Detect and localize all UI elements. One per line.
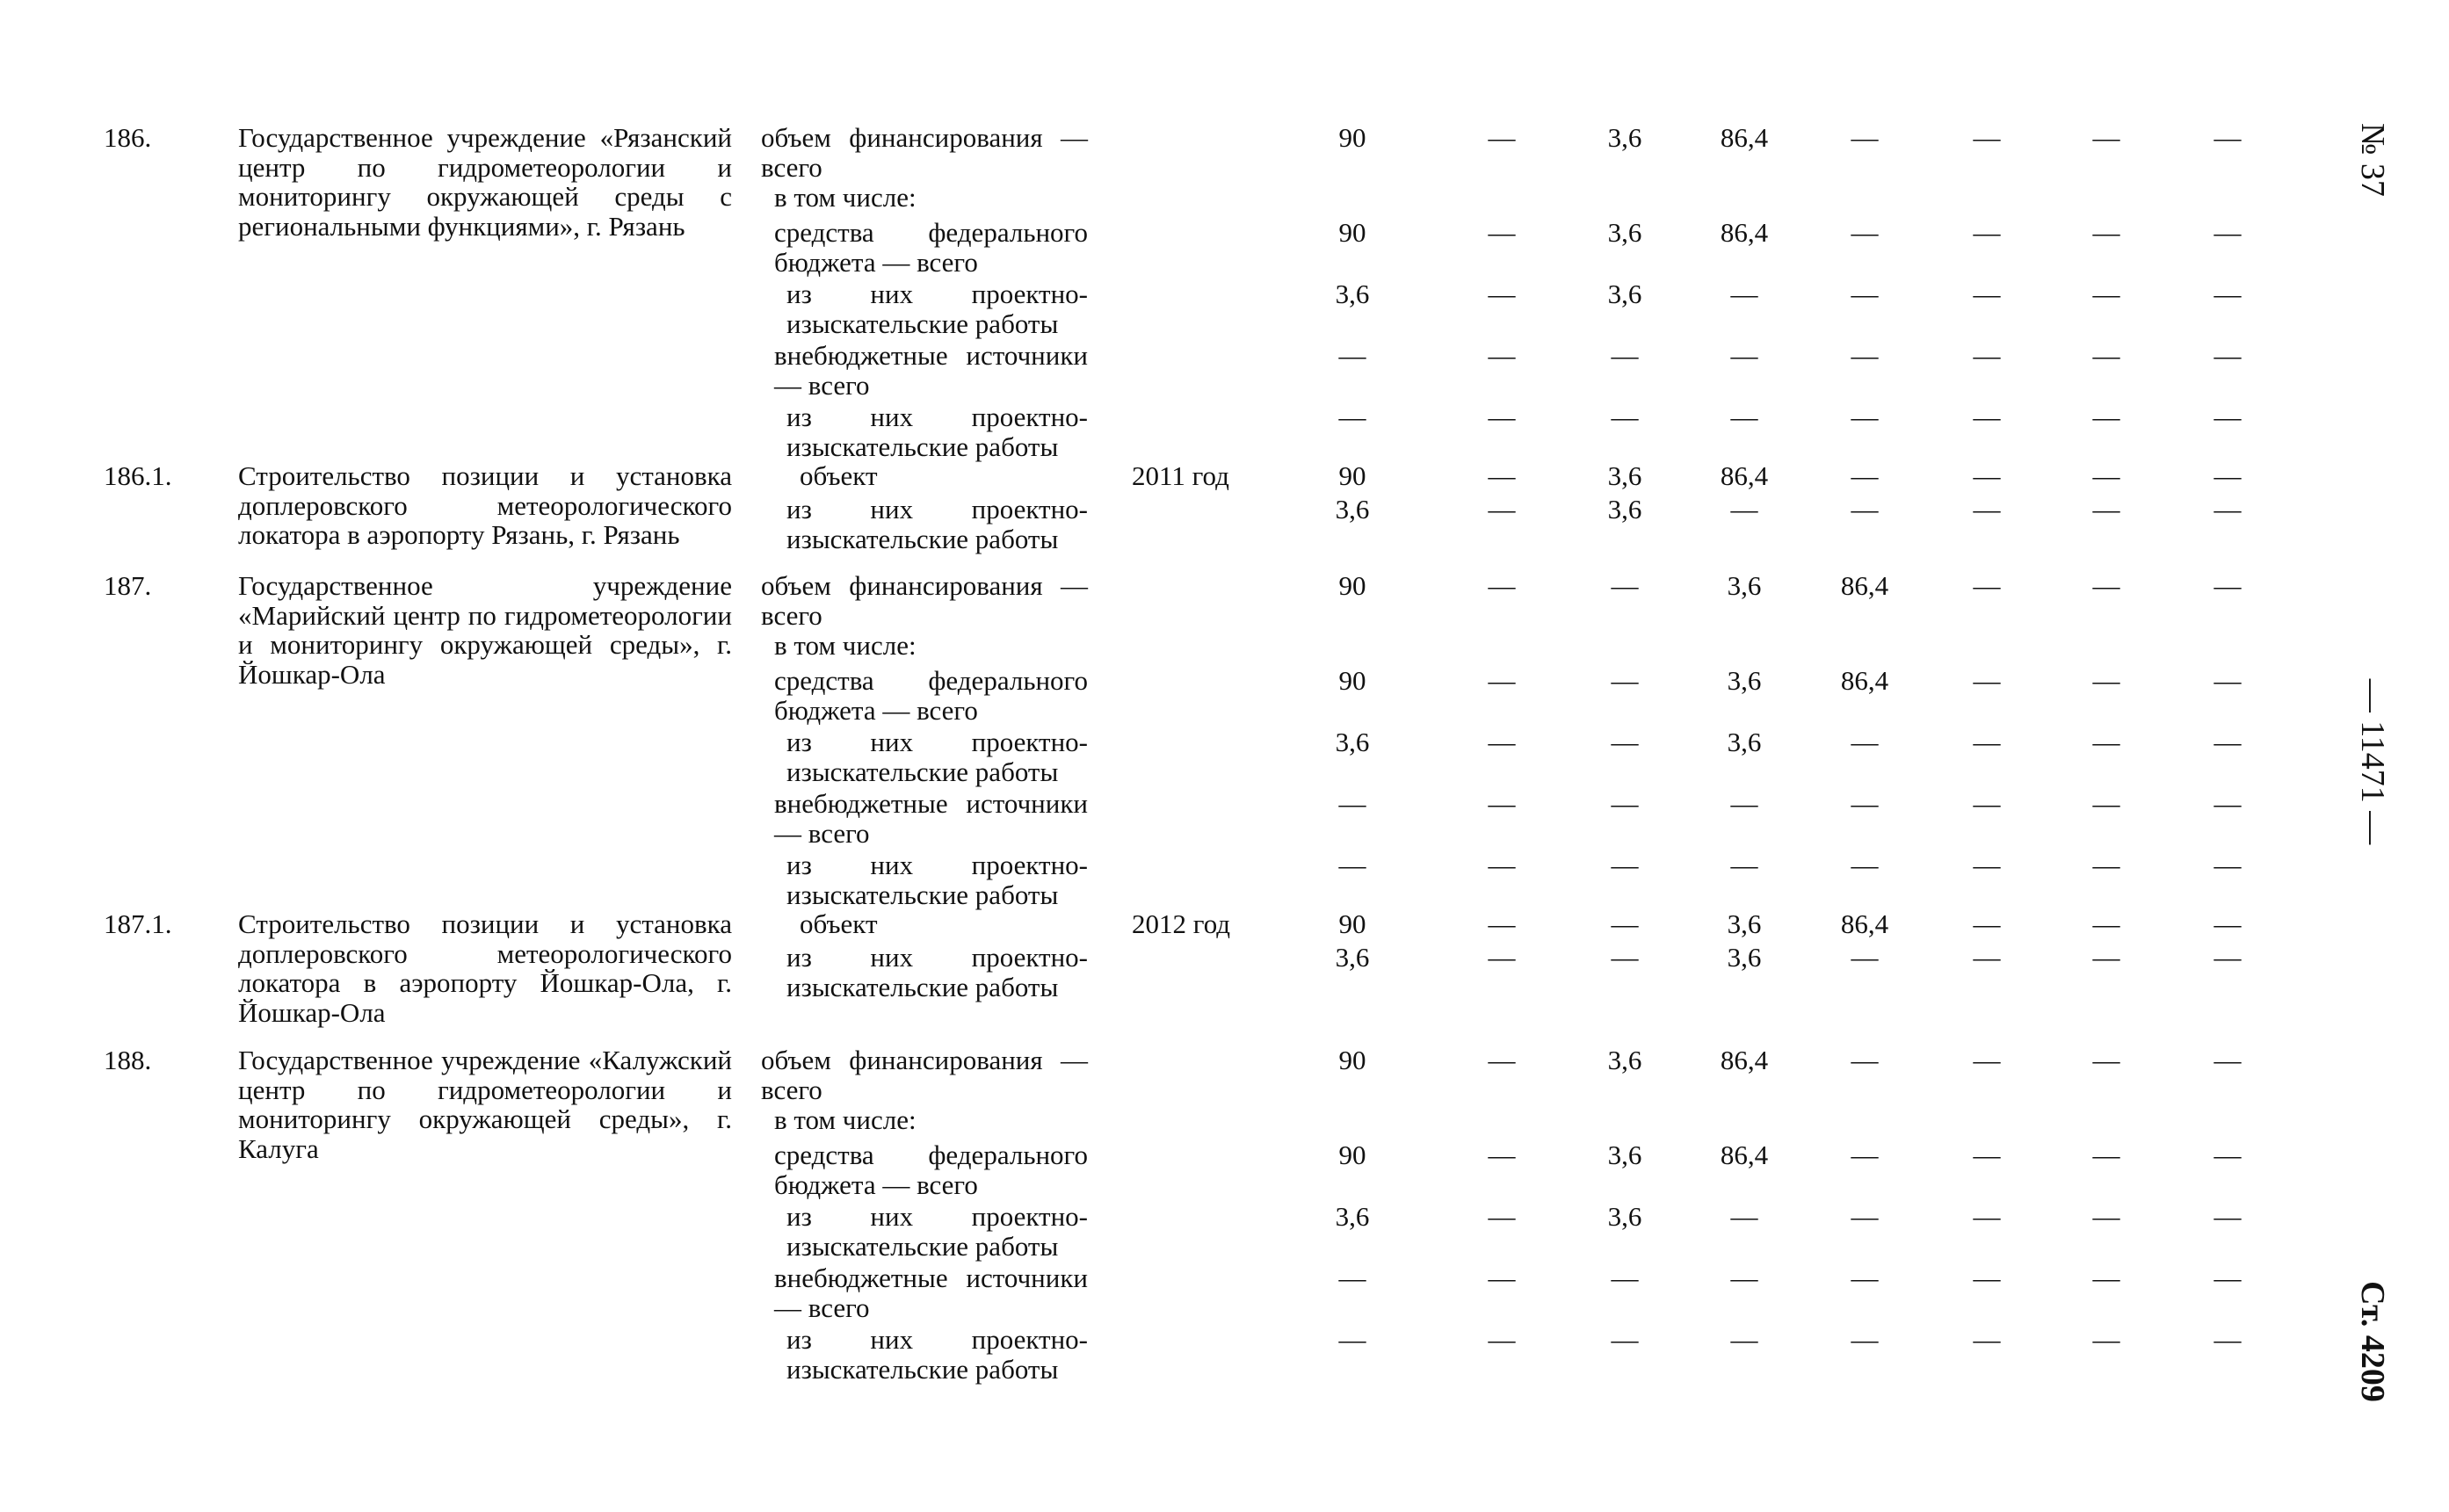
- value-cell: —: [1851, 788, 1879, 819]
- value-cell: —: [1338, 850, 1366, 880]
- value-cell: —: [1730, 340, 1758, 371]
- value-cell: 90: [1338, 1139, 1366, 1170]
- value-cell: —: [1488, 727, 1516, 757]
- value-cell: —: [1488, 788, 1516, 819]
- indicator-label: в том числе:: [774, 1104, 917, 1135]
- value-cell: —: [1973, 850, 2001, 880]
- value-cell: —: [1488, 1262, 1516, 1293]
- value-cell: —: [1488, 460, 1516, 491]
- value-cell: —: [1488, 850, 1516, 880]
- value-cell: —: [1611, 340, 1639, 371]
- indicator-label: внебюджетные источники — всего: [774, 788, 1088, 849]
- indicator-line: [0, 402, 2285, 462]
- value-cell: 3,6: [1335, 942, 1370, 973]
- value-cell: —: [1851, 122, 1879, 153]
- value-cell: —: [2092, 1262, 2120, 1293]
- value-cell: —: [2214, 494, 2242, 524]
- value-cell: 3,6: [1607, 1201, 1642, 1232]
- value-cell: —: [1973, 340, 2001, 371]
- value-cell: —: [2214, 1139, 2242, 1170]
- indicator-label: из них проектно-изыскательские работы: [786, 850, 1088, 910]
- value-cell: —: [1851, 460, 1879, 491]
- value-cell: —: [1973, 1139, 2001, 1170]
- indicator-label: из них проектно-изыскательские работы: [786, 402, 1088, 462]
- value-cell: 3,6: [1607, 122, 1642, 153]
- value-cell: —: [2092, 727, 2120, 757]
- value-cell: —: [1851, 1201, 1879, 1232]
- issue-number: № 37: [2354, 123, 2391, 197]
- value-cell: 3,6: [1727, 727, 1762, 757]
- value-cell: —: [1488, 122, 1516, 153]
- indicator-label: в том числе:: [774, 630, 917, 661]
- value-cell: —: [1973, 494, 2001, 524]
- value-cell: —: [1488, 570, 1516, 601]
- indicator-label: средства федерального бюджета — всего: [774, 217, 1088, 278]
- value-cell: —: [2092, 1324, 2120, 1355]
- value-cell: —: [2214, 217, 2242, 248]
- value-cell: —: [2214, 1262, 2242, 1293]
- value-cell: —: [1973, 402, 2001, 432]
- value-cell: —: [1611, 402, 1639, 432]
- value-cell: —: [1338, 788, 1366, 819]
- value-cell: —: [2092, 570, 2120, 601]
- value-cell: —: [1973, 279, 2001, 309]
- value-cell: —: [1338, 402, 1366, 432]
- value-cell: —: [1338, 1324, 1366, 1355]
- value-cell: —: [1730, 494, 1758, 524]
- row-name: Строительство позиции и установка доплеровского метеорологического локатора в аэропорту Рязань, г. Рязань: [238, 460, 732, 550]
- value-cell: —: [2092, 1201, 2120, 1232]
- value-cell: —: [1488, 908, 1516, 939]
- row-year: 2011 год: [1132, 460, 1229, 491]
- row-number: 187.1.: [104, 908, 172, 939]
- value-cell: —: [1973, 460, 2001, 491]
- value-cell: 3,6: [1607, 494, 1642, 524]
- value-cell: —: [1730, 1262, 1758, 1293]
- value-cell: —: [2214, 570, 2242, 601]
- value-cell: —: [2214, 340, 2242, 371]
- value-cell: —: [2092, 122, 2120, 153]
- value-cell: 3,6: [1607, 1139, 1642, 1170]
- row-name: Государственное учреждение «Калужский центр по гидрометеорологии и мониторингу окружающей среды», г. Калуга: [238, 1045, 732, 1164]
- value-cell: —: [2092, 402, 2120, 432]
- indicator-line: [0, 665, 2285, 726]
- indicator-label: объем финансирования — всего: [761, 122, 1088, 183]
- value-cell: 3,6: [1727, 665, 1762, 696]
- indicator-line: [0, 788, 2285, 849]
- indicator-line: [0, 631, 2285, 661]
- value-cell: —: [1611, 570, 1639, 601]
- indicator-label: из них проектно-изыскательские работы: [786, 1324, 1088, 1385]
- indicator-line: [0, 909, 2285, 939]
- value-cell: 86,4: [1840, 665, 1889, 696]
- value-cell: —: [1488, 942, 1516, 973]
- value-cell: —: [1611, 1324, 1639, 1355]
- value-cell: —: [1973, 122, 2001, 153]
- value-cell: —: [2092, 494, 2120, 524]
- row-number: 186.1.: [104, 460, 172, 491]
- value-cell: —: [1973, 1045, 2001, 1075]
- value-cell: —: [1973, 1262, 2001, 1293]
- value-cell: —: [1488, 279, 1516, 309]
- indicator-line: [0, 217, 2285, 278]
- value-cell: —: [1973, 942, 2001, 973]
- value-cell: —: [1488, 1045, 1516, 1075]
- row-name: Строительство позиции и установка доплеровского метеорологического локатора в аэропорту Йошкар-Ола, г. Йошкар-Ола: [238, 908, 732, 1028]
- value-cell: 90: [1338, 1045, 1366, 1075]
- value-cell: —: [1611, 788, 1639, 819]
- value-cell: —: [1730, 279, 1758, 309]
- value-cell: —: [1338, 1262, 1366, 1293]
- indicator-line: [0, 279, 2285, 339]
- indicator-label: средства федерального бюджета — всего: [774, 1139, 1088, 1200]
- indicator-label: объект: [800, 460, 878, 491]
- indicator-label: внебюджетные источники — всего: [774, 1262, 1088, 1323]
- value-cell: —: [2092, 1045, 2120, 1075]
- value-cell: —: [2092, 217, 2120, 248]
- indicator-line: [0, 850, 2285, 910]
- value-cell: —: [1851, 1139, 1879, 1170]
- value-cell: —: [1851, 217, 1879, 248]
- value-cell: 90: [1338, 122, 1366, 153]
- value-cell: 90: [1338, 665, 1366, 696]
- value-cell: —: [1488, 1324, 1516, 1355]
- value-cell: 90: [1338, 460, 1366, 491]
- value-cell: —: [1851, 494, 1879, 524]
- value-cell: 86,4: [1840, 908, 1889, 939]
- value-cell: —: [2092, 850, 2120, 880]
- value-cell: —: [1973, 570, 2001, 601]
- value-cell: 3,6: [1335, 727, 1370, 757]
- value-cell: —: [1851, 340, 1879, 371]
- value-cell: 3,6: [1607, 460, 1642, 491]
- value-cell: —: [1611, 1262, 1639, 1293]
- indicator-label: объект: [800, 908, 878, 939]
- indicator-line: [0, 461, 2285, 491]
- indicator-line: [0, 1324, 2285, 1385]
- value-cell: 90: [1338, 908, 1366, 939]
- indicator-label: внебюджетные источники — всего: [774, 340, 1088, 401]
- value-cell: 3,6: [1607, 217, 1642, 248]
- value-cell: —: [1730, 788, 1758, 819]
- indicator-label: в том числе:: [774, 182, 917, 213]
- value-cell: —: [2214, 460, 2242, 491]
- value-cell: —: [1730, 1201, 1758, 1232]
- value-cell: —: [2092, 665, 2120, 696]
- value-cell: —: [1973, 1324, 2001, 1355]
- indicator-label: объем финансирования — всего: [761, 570, 1088, 631]
- indicator-label: из них проектно-изыскательские работы: [786, 942, 1088, 1002]
- value-cell: 3,6: [1727, 570, 1762, 601]
- value-cell: 3,6: [1607, 1045, 1642, 1075]
- value-cell: 90: [1338, 217, 1366, 248]
- value-cell: —: [1851, 279, 1879, 309]
- value-cell: —: [2214, 788, 2242, 819]
- value-cell: —: [2214, 1324, 2242, 1355]
- value-cell: —: [1851, 942, 1879, 973]
- value-cell: —: [2214, 122, 2242, 153]
- value-cell: 90: [1338, 570, 1366, 601]
- value-cell: —: [2214, 1045, 2242, 1075]
- value-cell: —: [1851, 402, 1879, 432]
- value-cell: —: [2092, 788, 2120, 819]
- value-cell: —: [1611, 942, 1639, 973]
- value-cell: 3,6: [1335, 494, 1370, 524]
- value-cell: —: [1488, 340, 1516, 371]
- value-cell: —: [1488, 665, 1516, 696]
- indicator-label: из них проектно-изыскательские работы: [786, 279, 1088, 339]
- value-cell: —: [2214, 727, 2242, 757]
- indicator-line: [0, 1201, 2285, 1262]
- article-number: Ст. 4209: [2354, 1281, 2391, 1402]
- row-name: Государственное учреждение «Рязанский центр по гидрометеорологии и мониторингу окружающей среды с региональными функциями», г. Рязань: [238, 122, 732, 242]
- indicator-line: [0, 1262, 2285, 1323]
- value-cell: —: [2214, 402, 2242, 432]
- value-cell: —: [1973, 217, 2001, 248]
- indicator-line: [0, 340, 2285, 401]
- value-cell: 3,6: [1335, 279, 1370, 309]
- page-number: — 11471 —: [2354, 678, 2391, 845]
- indicator-line: [0, 1139, 2285, 1200]
- value-cell: —: [2214, 665, 2242, 696]
- value-cell: —: [1730, 402, 1758, 432]
- indicator-label: из них проектно-изыскательские работы: [786, 1201, 1088, 1262]
- indicator-label: объем финансирования — всего: [761, 1045, 1088, 1105]
- row-name: Государственное учреждение «Марийский центр по гидрометеорологии и мониторингу окружающей среды», г. Йошкар-Ола: [238, 570, 732, 690]
- value-cell: —: [1973, 908, 2001, 939]
- value-cell: —: [2214, 1201, 2242, 1232]
- value-cell: —: [1488, 217, 1516, 248]
- indicator-label: из них проектно-изыскательские работы: [786, 494, 1088, 554]
- value-cell: —: [2092, 340, 2120, 371]
- value-cell: —: [1851, 850, 1879, 880]
- value-cell: 86,4: [1720, 1139, 1769, 1170]
- value-cell: 86,4: [1840, 570, 1889, 601]
- value-cell: —: [1488, 402, 1516, 432]
- value-cell: 86,4: [1720, 122, 1769, 153]
- indicator-line: [0, 727, 2285, 787]
- value-cell: —: [1611, 727, 1639, 757]
- row-year: 2012 год: [1132, 908, 1231, 939]
- value-cell: —: [1488, 494, 1516, 524]
- value-cell: —: [2214, 850, 2242, 880]
- value-cell: —: [1851, 727, 1879, 757]
- indicator-label: средства федерального бюджета — всего: [774, 665, 1088, 726]
- value-cell: —: [1488, 1201, 1516, 1232]
- value-cell: —: [1730, 1324, 1758, 1355]
- value-cell: 3,6: [1727, 908, 1762, 939]
- value-cell: 86,4: [1720, 1045, 1769, 1075]
- indicator-label: из них проектно-изыскательские работы: [786, 727, 1088, 787]
- value-cell: —: [1611, 908, 1639, 939]
- value-cell: —: [1611, 665, 1639, 696]
- value-cell: —: [1488, 1139, 1516, 1170]
- value-cell: —: [1611, 850, 1639, 880]
- value-cell: —: [1973, 1201, 2001, 1232]
- row-number: 188.: [104, 1045, 152, 1075]
- value-cell: —: [1973, 665, 2001, 696]
- value-cell: —: [1338, 340, 1366, 371]
- value-cell: 3,6: [1607, 279, 1642, 309]
- value-cell: —: [2092, 908, 2120, 939]
- value-cell: 3,6: [1727, 942, 1762, 973]
- value-cell: —: [1851, 1324, 1879, 1355]
- value-cell: 3,6: [1335, 1201, 1370, 1232]
- row-number: 187.: [104, 570, 152, 601]
- value-cell: 86,4: [1720, 217, 1769, 248]
- value-cell: —: [2092, 460, 2120, 491]
- value-cell: —: [2092, 942, 2120, 973]
- value-cell: —: [2092, 279, 2120, 309]
- value-cell: —: [2214, 279, 2242, 309]
- value-cell: —: [2092, 1139, 2120, 1170]
- value-cell: —: [1973, 727, 2001, 757]
- value-cell: —: [1973, 788, 2001, 819]
- value-cell: —: [1851, 1262, 1879, 1293]
- value-cell: —: [1851, 1045, 1879, 1075]
- indicator-line: [0, 1105, 2285, 1135]
- value-cell: —: [2214, 908, 2242, 939]
- value-cell: —: [1730, 850, 1758, 880]
- row-number: 186.: [104, 122, 152, 153]
- value-cell: 86,4: [1720, 460, 1769, 491]
- indicator-line: [0, 183, 2285, 213]
- value-cell: —: [2214, 942, 2242, 973]
